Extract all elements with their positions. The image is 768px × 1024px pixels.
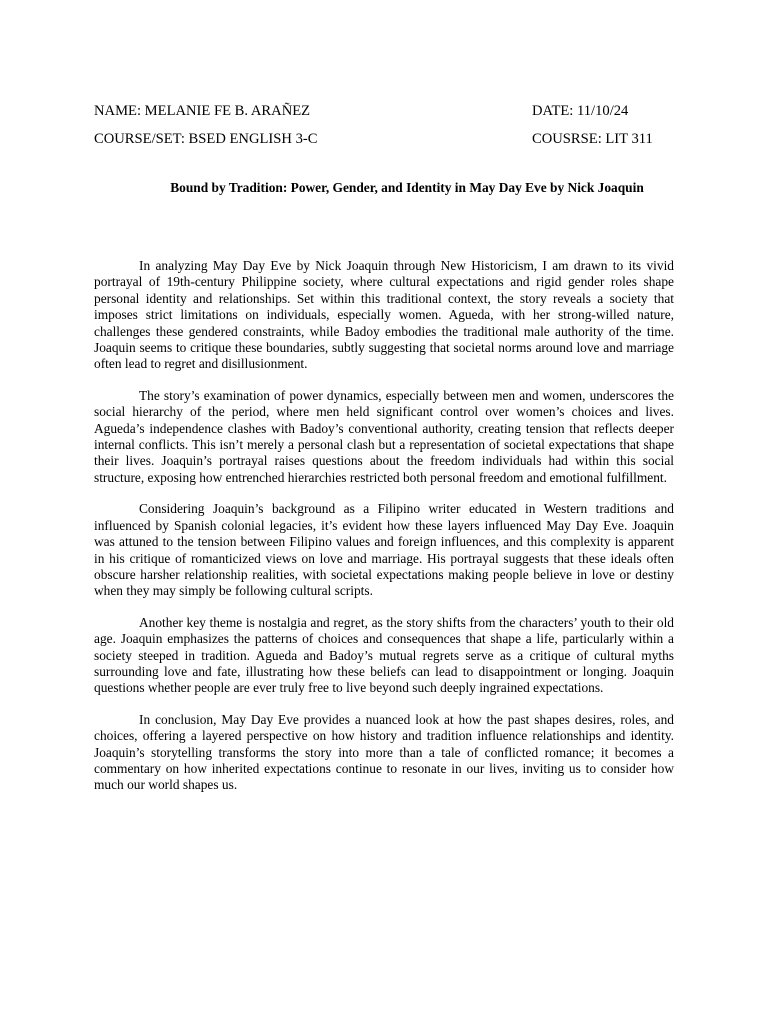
essay-title: Bound by Tradition: Power, Gender, and Identity in May Day Eve by Nick Joaquin xyxy=(170,180,644,195)
paragraph-3: Considering Joaquin’s background as a Filipino writer educated in Western traditions and influenced by Spanish colonial legacies, it’s evident how these layers influenced May Day Eve. Joaquin was attuned to the tension between Filipino values and foreign influences, and this complexity is apparent in his critique of romanticized views on love and marriage. His portrayal suggests that these ideals often obscure harsher relationship realities, with societal expectations making people believe in love or destiny when they may simply be following cultural scripts. xyxy=(94,501,674,599)
paragraph-5: In conclusion, May Day Eve provides a nuanced look at how the past shapes desires, roles, and choices, offering a layered perspective on how history and tradition influence relationships and identity. Joaquin’s storytelling transforms the story into more than a tale of conflicted romance; it becomes a commentary on how inherited expectations continue to resonate in our lives, inviting us to consider how much our world shapes us. xyxy=(94,711,674,793)
paragraph-4: Another key theme is nostalgia and regret, as the story shifts from the characters’ youth to their old age. Joaquin emphasizes the patterns of choices and consequences that shape a life, particularly within a society steeped in tradition. Agueda and Badoy’s mutual regrets serve as a critique of cultural myths surrounding love and fate, illustrating how these beliefs can lead to disappointment or longing. Joaquin questions whether people are ever truly free to live beyond such deeply ingrained expectations. xyxy=(94,614,674,696)
course-set: COURSE/SET: BSED ENGLISH 3-C xyxy=(94,131,318,147)
student-name: NAME: MELANIE FE B. ARAÑEZ xyxy=(94,103,311,119)
course-code: COUSRSE: LIT 311 xyxy=(532,131,653,147)
essay-body xyxy=(94,258,674,809)
paragraph-1: In analyzing May Day Eve by Nick Joaquin through New Historicism, I am drawn to its vivid portrayal of 19th-century Philippine society, where cultural expectations and rigid gender roles shape personal identity and relationships. Set within this traditional context, the story reveals a society that imposes strict limitations on individuals, especially women. Agueda, with her strong-willed nature, challenges these gendered constraints, while Badoy embodies the traditional male authority of the time. Joaquin seems to critique these boundaries, subtly suggesting that societal norms around love and marriage often lead to regret and disillusionment. xyxy=(94,258,674,372)
date: DATE: 11/10/24 xyxy=(532,103,629,119)
paragraph-2: The story’s examination of power dynamics, especially between men and women, underscores the social hierarchy of the period, where men held significant control over women’s choices and lives. Agueda’s independence clashes with Badoy’s conventional authority, creating tension that reflects deeper internal conflicts. This isn’t merely a personal clash but a representation of societal expectations that shape their lives. Joaquin’s portrayal raises questions about the freedom individuals had within this social structure, exposing how entrenched hierarchies restricted both personal freedom and emotional fulfillment. xyxy=(94,387,674,485)
